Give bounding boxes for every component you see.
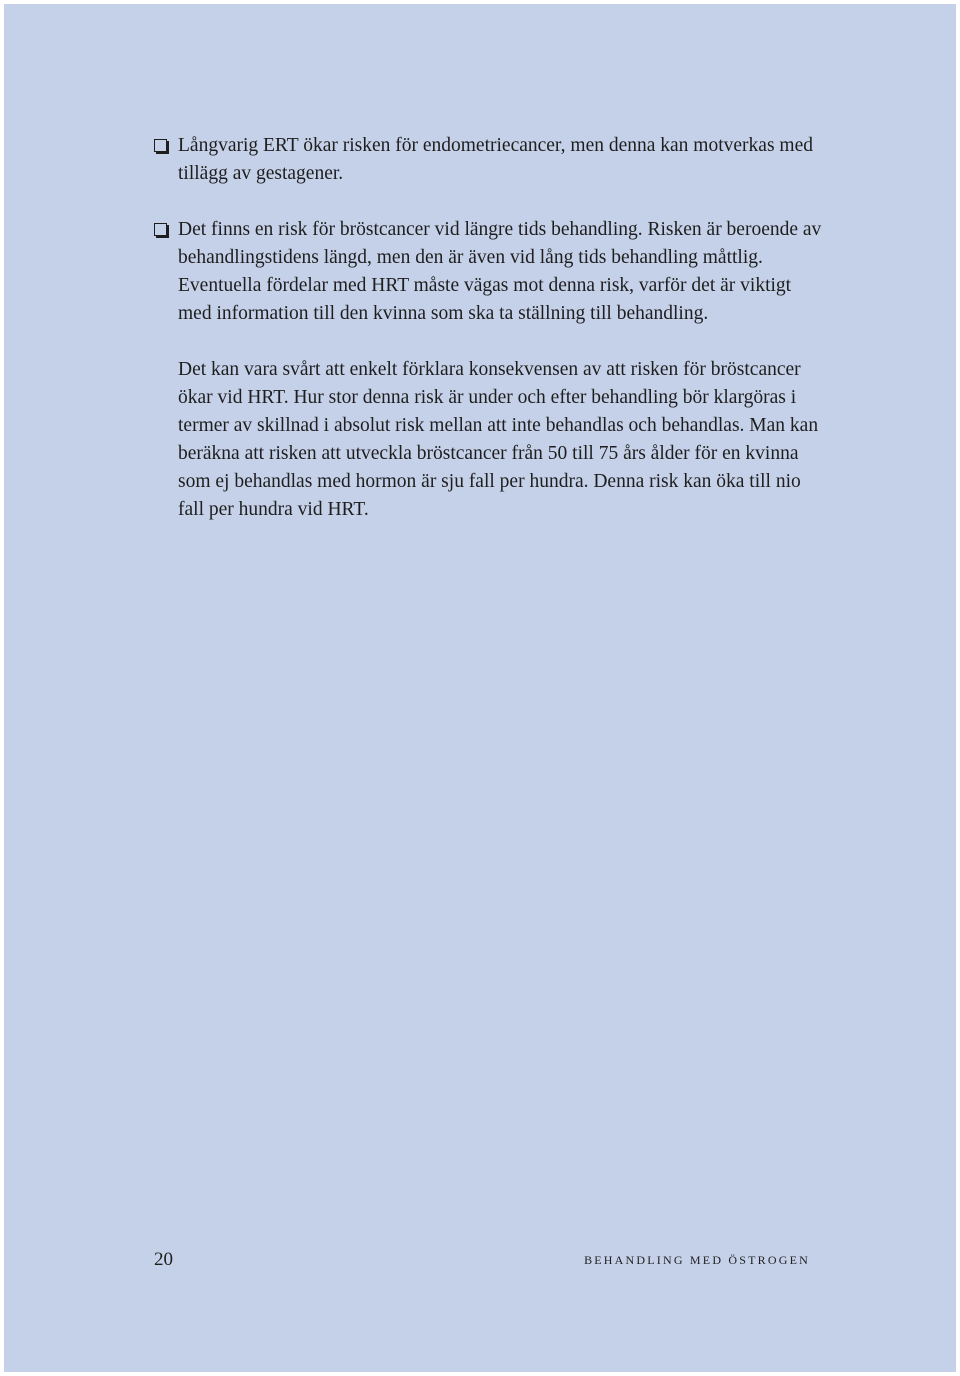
checkbox-bullet-icon <box>154 223 167 236</box>
page-number: 20 <box>154 1249 173 1270</box>
bullet-text: Långvarig ERT ökar risken för endometriecancer, men denna kan motverkas med tillägg av gestagener. <box>178 135 813 184</box>
body-paragraph: Det kan vara svårt att enkelt förklara konsekvensen av att risken för bröstcancer ökar vid HRT. Hur stor denna risk är under och efter behandling bör klargöras i termer av skillnad i absolut risk mellan att inte behandlas och behandlas. Man kan beräkna att risken att utveckla bröstcancer från 50 till 75 års ålder för en kvinna som ej behandlas med hormon är sju fall per hundra. Denna risk kan öka till nio fall per hundra vid HRT. <box>178 359 819 520</box>
bullet-item <box>154 216 824 328</box>
page <box>4 4 956 1372</box>
running-title: BEHANDLING MED ÖSTROGEN <box>584 1253 810 1267</box>
bullet-text: Det finns en risk för bröstcancer vid längre tids behandling. Risken är beroende av behandlingstidens längd, men den är även vid lång tids behandling måttlig. Eventuella fördelar med HRT måste vägas mot denna risk, varför det är viktigt med information till den kvinna som ska ta ställning till behandling. <box>178 219 822 324</box>
checkbox-bullet-icon <box>154 139 167 152</box>
body-text <box>154 132 824 524</box>
bullet-item <box>154 132 824 188</box>
